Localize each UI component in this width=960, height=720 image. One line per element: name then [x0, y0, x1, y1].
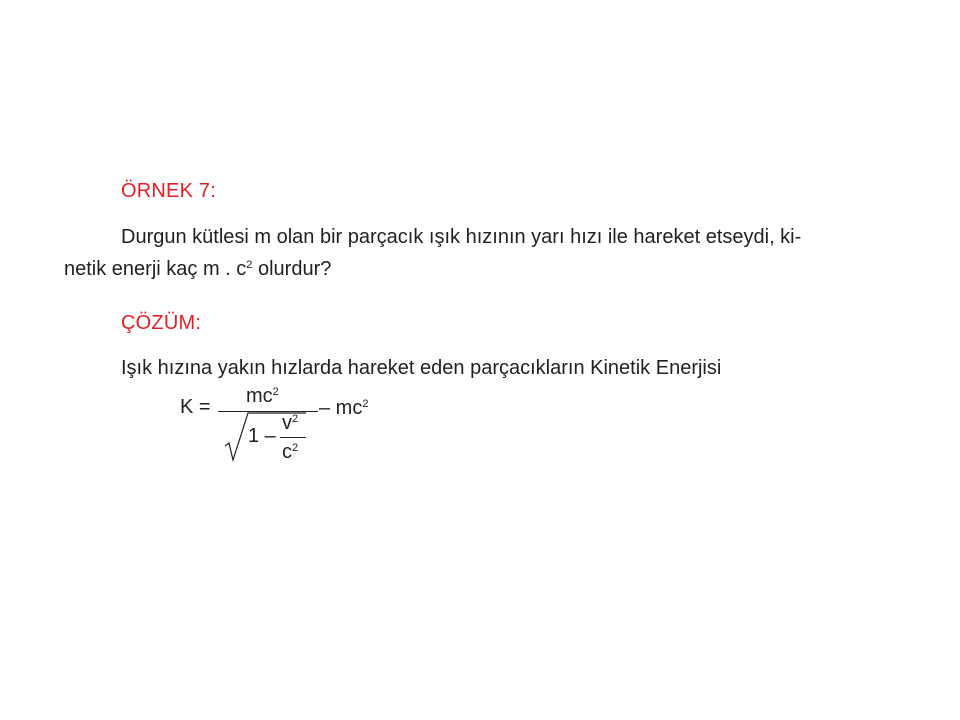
problem-text-line-1: Durgun kütlesi m olan bir parçacık ışık hızının yarı hızı ile hareket etseydi, ki- [121, 226, 802, 248]
solution-text: Işık hızına yakın hızlarda hareket eden parçacıkların Kinetik Enerjisi [121, 357, 722, 379]
formula-numerator [246, 386, 279, 406]
formula-lhs: K = [180, 396, 211, 418]
minus-term-exponent: 2 [362, 398, 369, 410]
numerator-exponent: 2 [272, 386, 279, 398]
numerator-base: mc [246, 385, 273, 407]
superscript-2: 2 [246, 259, 253, 271]
formula-minus-term [319, 398, 368, 418]
formula-one-minus: 1 – [248, 425, 276, 447]
minus-term-base: – mc [319, 397, 363, 419]
formula-v-squared [282, 413, 298, 433]
problem-text-part: netik enerji kaç m . c [64, 258, 247, 280]
v-base: v [282, 412, 292, 434]
v-exponent: 2 [292, 413, 299, 425]
problem-text-line-2 [64, 253, 331, 285]
formula-c-squared [282, 442, 298, 462]
inner-fraction-bar [280, 437, 306, 438]
c-exponent: 2 [292, 442, 299, 454]
example-heading: ÖRNEK 7: [121, 180, 216, 202]
problem-text-part: olurdur? [252, 258, 332, 280]
c-base: c [282, 441, 292, 463]
kinetic-energy-formula [180, 386, 400, 466]
solution-heading: ÇÖZÜM: [121, 312, 202, 334]
